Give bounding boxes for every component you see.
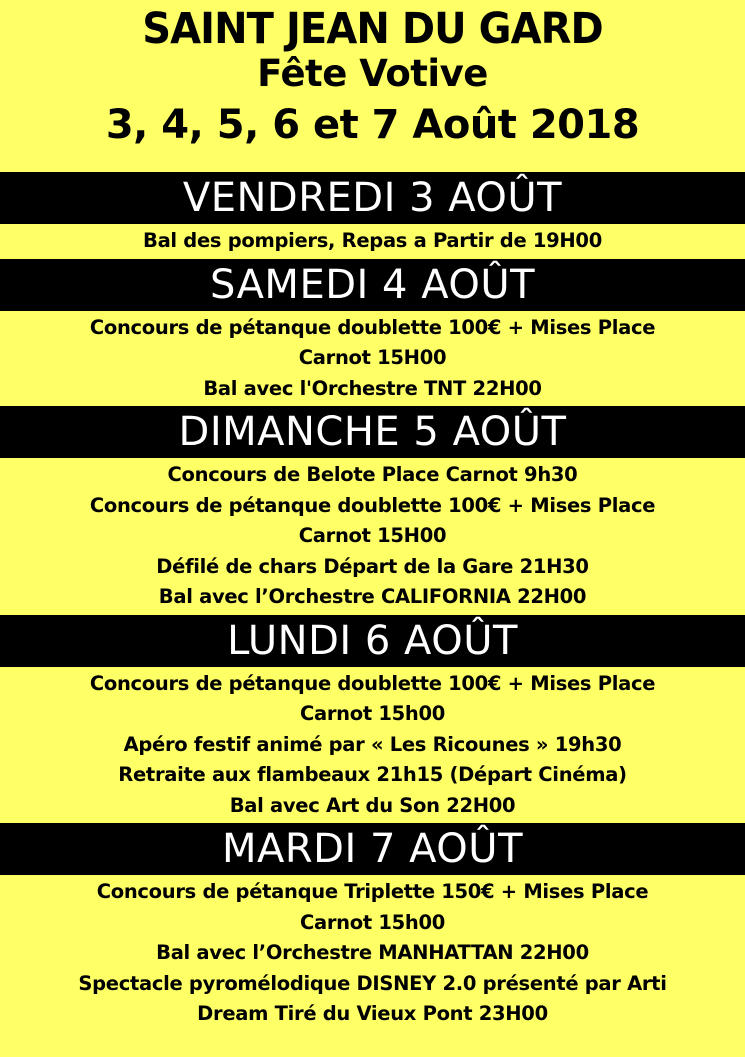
poster-header	[0, 0, 745, 172]
event-line: Concours de pétanque doublette 100€ + Mises Place	[89, 493, 656, 517]
day-events-mardi	[0, 875, 745, 1032]
event-line: Retraite aux flambeaux 21h15 (Départ Cinéma)	[118, 763, 627, 786]
event-line: Concours de pétanque Triplette 150€ + Mises Place	[96, 880, 649, 903]
event-line: Bal avec l’Orchestre CALIFORNIA 22H00	[158, 585, 587, 608]
event-line: Bal avec l’Orchestre MANHATTAN 22H00	[156, 941, 589, 964]
event-line: Carnot 15H00	[298, 346, 447, 369]
day-header-mardi: MARDI 7 AOÛT	[0, 823, 745, 875]
event-dates: 3, 4, 5, 6 et 7 Août 2018	[105, 102, 640, 148]
day-header-vendredi: VENDREDI 3 AOÛT	[0, 172, 745, 224]
event-line: Concours de pétanque doublette 100€ + Mises Place	[89, 671, 656, 695]
event-line: Spectacle pyromélodique DISNEY 2.0 présenté par Arti	[78, 971, 667, 995]
page-title: SAINT JEAN DU GARD	[142, 4, 603, 54]
event-line: Apéro festif animé par « Les Ricounes » 19h30	[123, 732, 622, 756]
event-line: Bal avec Art du Son 22H00	[229, 793, 516, 817]
day-header-samedi: SAMEDI 4 AOÛT	[0, 259, 745, 311]
event-line: Concours de Belote Place Carnot 9h30	[167, 463, 578, 486]
day-events-samedi	[0, 311, 745, 407]
event-line: Carnot 15h00	[299, 910, 446, 934]
day-events-lundi	[0, 667, 745, 824]
event-line: Concours de pétanque doublette 100€ + Mises Place	[89, 315, 656, 339]
day-header-lundi: LUNDI 6 AOÛT	[0, 615, 745, 667]
event-line: Dream Tiré du Vieux Pont 23H00	[197, 1002, 548, 1025]
day-header-dimanche: DIMANCHE 5 AOÛT	[0, 406, 745, 458]
event-line: Bal des pompiers, Repas a Partir de 19H00	[143, 229, 602, 252]
day-events-vendredi	[0, 224, 745, 259]
event-line: Carnot 15H00	[298, 524, 447, 547]
day-events-dimanche	[0, 458, 745, 615]
event-line: Défilé de chars Départ de la Gare 21H30	[156, 554, 589, 578]
event-line: Carnot 15h00	[299, 702, 446, 725]
event-line: Bal avec l'Orchestre TNT 22H00	[203, 376, 542, 400]
page-subtitle: Fête Votive	[257, 52, 488, 95]
